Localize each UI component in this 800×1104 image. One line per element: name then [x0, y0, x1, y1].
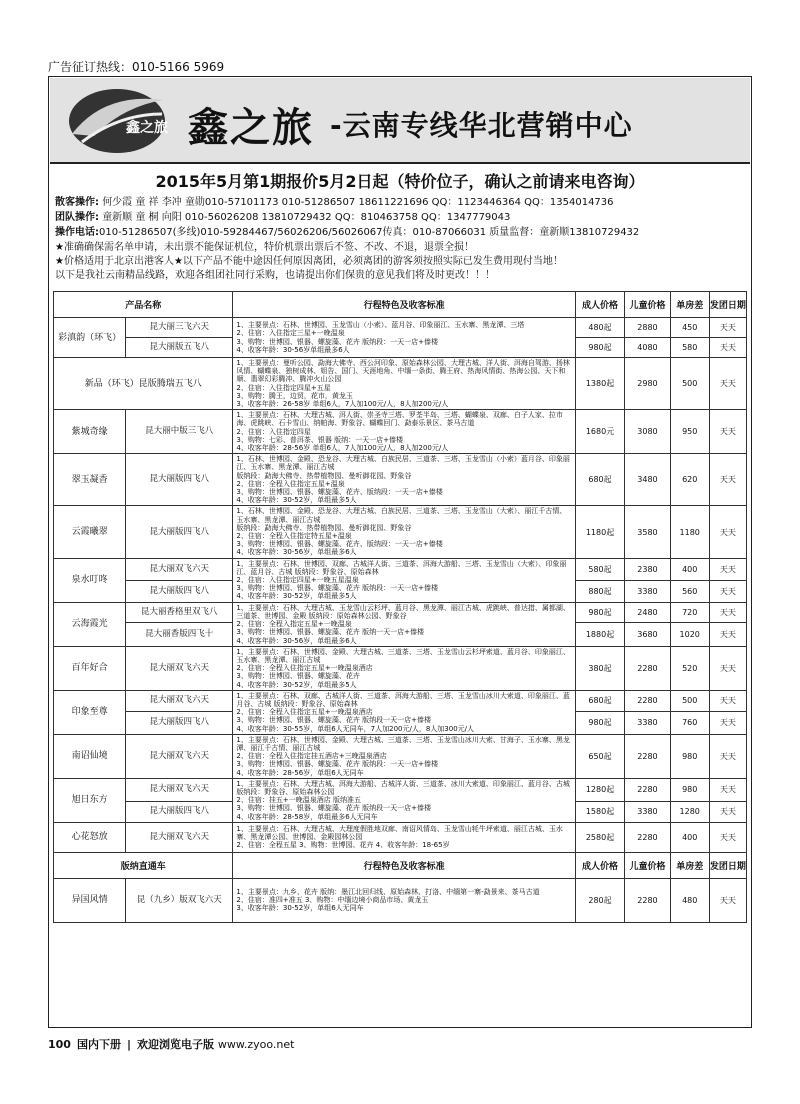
itinerary-description: 1、主要景点：石林、双廊、古城洋人街、三道茶、洱海大游船、三塔、玉龙雪山冰川大索道、印象丽江、蓝月谷、古城 版纳段：野象谷、原始森林 2、住宿：全程入住指定五星+一晚温泉酒店 3、购物：世博园、银器、螺旋藻、花卉 版纳段一天一店+傣楼 4、收客年龄：30-55岁，单组6人无同车，7人加200元/人，8人加300元/人 — [233, 690, 575, 734]
single-supplement: 1020 — [670, 622, 709, 646]
note-line: ★价格适用于北京出港客人★以下产品不能中途因任何原因离团，必须离团的游客须按照实际已发生费用现付当地！ — [55, 256, 563, 267]
single-supplement: 520 — [670, 646, 709, 690]
website-link[interactable]: www.zyoo.net — [217, 1038, 295, 1051]
itinerary-description: 1、主要景点：石林、大理古城、大理度假胜地双廊、南诏风情岛、玉龙雪山牦牛坪索道、丽江古城、玉水寨、黑龙潭公园、世博园、金殿园林公园 2、住宿：全程五星 3、购物：世博园、花卉 4、收客年龄：18-65岁 — [233, 822, 575, 852]
table-row — [54, 410, 747, 454]
route-name: 昆大丽香版四飞十 — [126, 622, 233, 646]
departure-days: 天天 — [709, 778, 746, 801]
departure-days: 天天 — [709, 358, 746, 410]
route-name: 昆大丽版四飞八 — [126, 580, 233, 602]
product-name: 印象至尊 — [54, 690, 126, 734]
child-price: 2280 — [625, 690, 670, 711]
product-name: 心花怒放 — [54, 822, 126, 852]
single-supplement: 560 — [670, 580, 709, 602]
product-name: 泉水叮咚 — [54, 558, 126, 602]
route-name: 昆大丽双飞六天 — [126, 778, 233, 801]
itinerary-description: 1、主要景点：石林、世博园、双廊、古城洋人街、三道茶、洱海大游船、三塔、玉龙雪山（大索）、印象丽江、蓝月谷、古城 版纳段：野象谷、原始森林 2、住宿：入住指定四星+一晚五星温泉 3、购物：世博园、银器、螺旋藻、花卉 版纳段：一天一店+傣楼 4、收客年龄：30-52岁，单组最多5人 — [233, 558, 575, 602]
route-name: 昆大丽三飞六天 — [126, 318, 233, 338]
page-footer — [48, 1036, 294, 1052]
note-line: ★准确确保需名单申请，未出票不能保证机位，特价机票出票后不签、不改、不退，退票全损！ — [55, 242, 474, 253]
table-row — [54, 506, 747, 558]
itinerary-description: 1、主要景点：石林、世博园、金殿、大理古城、三道茶、三塔、玉龙雪山冰川大索、甘海子、玉水寨、黑龙潭、丽江千古情、丽江古城 2、住宿：全程入住指定挂五酒店+三晚温泉酒店 3、购物：世博园、银器、螺旋藻、花卉 版纳段：一天一店+傣楼 4、收客年龄：28-56岁，单组6人无同车 — [233, 734, 575, 778]
itinerary-description: 1、主要景点：石林、大理古城、玉龙雪山云杉坪、蓝月谷、黑龙潭、丽江古城、虎跳峡、普达措、属都湖、三道茶、世博园、金殿 版纳段：原始森林公园、野象谷 2、住宿：全程入指定五星+一晚温泉 3、购物：世博园、银器、螺旋藻、花卉 版纳一天一店+傣楼 4、收客年龄：30-56岁，单组最多6人 — [233, 602, 575, 646]
departure-days: 天天 — [709, 602, 746, 622]
adult-price: 680起 — [575, 454, 624, 506]
adult-price: 1380起 — [575, 358, 624, 410]
adult-price: 880起 — [575, 580, 624, 602]
child-price: 2280 — [625, 646, 670, 690]
adult-price: 480起 — [575, 318, 624, 338]
itinerary-description: 1、石林、世博园、金殿、恐龙谷、大理古城、白族民居、三道茶、三塔、玉龙雪山（小索）蓝月谷、印象丽江、玉水寨、黑龙潭、丽江古城 版纳段：勐海大佛寺、热带植物园、曼听御花园、野象谷 2、住宿：全程入住指定五星+温泉 3、购物：世博园、银器、螺旋藻、花卉、版纳段：一天一店+傣楼 4、收客年龄：30-52岁，单组最多5人 — [233, 454, 575, 506]
contact-line-individual — [55, 193, 614, 208]
header-dep: 发团日期 — [709, 292, 746, 318]
ad-hotline: 广告征订热线：010-5166 5969 — [48, 60, 225, 74]
child-price: 3080 — [625, 410, 670, 454]
banna-single: 480 — [670, 878, 709, 922]
route-name: 昆大丽双飞六天 — [126, 822, 233, 852]
route-name: 昆大丽双飞六天 — [126, 558, 233, 580]
table-row — [54, 734, 747, 778]
departure-days: 天天 — [709, 580, 746, 602]
contact-line-group — [55, 208, 510, 223]
adult-price: 650起 — [575, 734, 624, 778]
contact-text: 何少霞 童 祥 李冲 童勋010-57101173 010-51286507 18611221696 QQ：1123446364 QQ：1354014736 — [102, 197, 614, 208]
adult-price: 580起 — [575, 558, 624, 580]
footer-tagline: 欢迎浏览电子版 — [137, 1038, 214, 1051]
departure-days: 天天 — [709, 646, 746, 690]
header-price: 成人价格 — [575, 292, 624, 318]
adult-price: 1880起 — [575, 622, 624, 646]
child-price: 3480 — [625, 454, 670, 506]
logo-text: 鑫之旅 — [126, 120, 168, 136]
banna-child: 2280 — [625, 878, 670, 922]
banna-price: 280起 — [575, 878, 624, 922]
route-name: 昆大丽版四飞八 — [126, 506, 233, 558]
product-name: 旭日东方 — [54, 778, 126, 822]
adult-price: 980起 — [575, 602, 624, 622]
table-row — [54, 318, 747, 338]
brand-name: 鑫之旅 — [188, 104, 314, 151]
price-table-body — [54, 292, 747, 923]
route-name: 昆大丽版五飞八 — [126, 338, 233, 358]
adult-price: 380起 — [575, 646, 624, 690]
table-header-row — [54, 852, 747, 878]
route-name: 昆大丽版四飞八 — [126, 454, 233, 506]
company-logo — [64, 84, 170, 158]
single-supplement: 400 — [670, 558, 709, 580]
adult-price: 980起 — [575, 711, 624, 734]
headline: 2015年5月第1期报价5月2日起（特价位子，确认之前请来电咨询） — [155, 172, 645, 191]
header-desc: 行程特色及收客标准 — [233, 292, 575, 318]
contact-text: 童新顺 童 桐 向阳 010-56026208 13810729432 QQ：810463758 QQ：1347779043 — [102, 212, 511, 223]
banner — [50, 78, 750, 164]
route-name: 昆大丽双飞六天 — [126, 690, 233, 711]
child-price: 2380 — [625, 558, 670, 580]
slogan-dash: - — [330, 109, 343, 142]
itinerary-description: 1、主要景点：石林、大理古城、洱人街、崇圣寺三塔、罗荃半岛、三塔、蝴蝶泉、双廊、白子人家、拉市海、虎跳峡、石卡雪山、纳帕海、野象谷、蝴蝶回门、勐泰乐景区、茶马古道 2、住宿：入住指定四星 3、购物：七彩、普洱茶、银器 版纳：一天一店+傣楼 4、收客年龄：28-56岁 单组6人，7人加100元/人，8人加200元/人 — [233, 410, 575, 454]
table-row — [54, 878, 747, 922]
departure-days: 天天 — [709, 711, 746, 734]
departure-days: 天天 — [709, 801, 746, 822]
product-name: 南诏仙境 — [54, 734, 126, 778]
adult-price: 980起 — [575, 338, 624, 358]
page-number: 100 — [48, 1038, 71, 1051]
footer-section: 国内下册 — [76, 1038, 121, 1051]
header-single: 单房差 — [670, 852, 709, 878]
table-row — [54, 646, 747, 690]
departure-days: 天天 — [709, 822, 746, 852]
header-price: 成人价格 — [575, 852, 624, 878]
route-name: 昆大丽双飞六天 — [126, 646, 233, 690]
child-price: 3380 — [625, 580, 670, 602]
product-name: 彩滇韵（环飞） — [54, 318, 126, 358]
slogan-text: 云南专线华北营销中心 — [342, 109, 633, 142]
child-price: 2280 — [625, 822, 670, 852]
product-name: 翠玉凝香 — [54, 454, 126, 506]
itinerary-description: 1、主要景点：石林、大理古城、洱海大游船、古城洋人街、三道茶、冰川大索道、印象丽江、蓝月谷、古城 版纳段：野象谷、原始森林公园 2、住宿：挂五+一晚温泉酒店 版纳准五 3、购物：世博园、银器、螺旋藻、花卉 版纳段一天一店+傣楼 4、收客年龄：28-58岁，单组最多6人无同车 — [233, 778, 575, 822]
child-price: 2880 — [625, 318, 670, 338]
header-child: 儿童价格 — [625, 292, 670, 318]
header-single: 单房差 — [670, 292, 709, 318]
child-price: 3680 — [625, 622, 670, 646]
departure-days: 天天 — [709, 454, 746, 506]
single-supplement: 720 — [670, 602, 709, 622]
route-name: 昆大丽版四飞八 — [126, 711, 233, 734]
slogan — [330, 104, 633, 144]
header-name: 产品名称 — [54, 292, 233, 318]
itinerary-description: 1、主要景点：九乡、花卉 版纳：墨江北回归线、原始森林、打洛、中缅第一寨-勐景来、茶马古道 2、住宿：准四+准五 3、购物：中缅边境小商品市场、黄龙玉 3、收客年龄：30-52岁，单组6人无同车 — [233, 878, 575, 922]
table-row — [54, 602, 747, 622]
single-supplement: 980 — [670, 778, 709, 801]
single-supplement: 760 — [670, 711, 709, 734]
product-name: 云霞曦翠 — [54, 506, 126, 558]
single-supplement: 580 — [670, 338, 709, 358]
single-supplement: 1280 — [670, 801, 709, 822]
note-line: 以下是我社云南精品线路，欢迎各组团社同行采购，也请提出你们保贵的意见我们将及时更改！！！ — [55, 270, 495, 281]
route-name: 昆大丽双飞六天 — [126, 734, 233, 778]
single-supplement: 450 — [670, 318, 709, 338]
single-supplement: 980 — [670, 734, 709, 778]
product-name: 云海霞光 — [54, 602, 126, 646]
contact-label: 散客操作: — [55, 197, 99, 208]
single-supplement: 620 — [670, 454, 709, 506]
route-name: 昆大丽中版三飞八 — [126, 410, 233, 454]
product-name: 紫城奇缘 — [54, 410, 126, 454]
departure-days: 天天 — [709, 318, 746, 338]
single-supplement: 1180 — [670, 506, 709, 558]
departure-days: 天天 — [709, 558, 746, 580]
table-row — [54, 778, 747, 801]
adult-price: 680起 — [575, 690, 624, 711]
single-supplement: 500 — [670, 358, 709, 410]
page-frame — [48, 76, 752, 1028]
child-price: 3380 — [625, 801, 670, 822]
adult-price: 1680元 — [575, 410, 624, 454]
route-name: 昆大丽版四飞八 — [126, 801, 233, 822]
contact-label: 团队操作: — [55, 212, 99, 223]
departure-days: 天天 — [709, 734, 746, 778]
table-row — [54, 822, 747, 852]
departure-days: 天天 — [709, 410, 746, 454]
product-name: 百年好合 — [54, 646, 126, 690]
header-child: 儿童价格 — [625, 852, 670, 878]
price-table — [53, 291, 747, 923]
single-supplement: 950 — [670, 410, 709, 454]
departure-days: 天天 — [709, 338, 746, 358]
header-dep: 发团日期 — [709, 852, 746, 878]
departure-days: 天天 — [709, 690, 746, 711]
product-name: 异国风情 — [54, 878, 126, 922]
single-supplement: 400 — [670, 822, 709, 852]
itinerary-description: 1、主要景点：石林、世博园、金殿、大理古城、三道茶、三塔、玉龙雪山云杉坪索道、蓝月谷、印象丽江、玉水寨、黑龙潭、丽江古城 2、住宿：全程入住指定五星+一晚温泉酒店 3、购物：世博园、银器、螺旋藻、花卉 4、收客年龄：30-52岁，单组最多5人 — [233, 646, 575, 690]
table-header-row — [54, 292, 747, 318]
table-row — [54, 690, 747, 711]
child-price: 4080 — [625, 338, 670, 358]
route-name: 昆大丽香格里双飞八 — [126, 602, 233, 622]
child-price: 2280 — [625, 778, 670, 801]
table-row — [54, 454, 747, 506]
child-price: 2280 — [625, 734, 670, 778]
child-price: 2480 — [625, 602, 670, 622]
adult-price: 1280起 — [575, 778, 624, 801]
departure-days: 天天 — [709, 622, 746, 646]
contact-label: 操作电话: — [55, 227, 99, 238]
footer-separator: | — [126, 1038, 131, 1051]
header-name: 版纳直通车 — [54, 852, 233, 878]
itinerary-description: 1、主要景点：石林、世博园、玉龙雪山（小索）、蓝月谷、印象丽江、玉水寨、黑龙潭、三塔 2、住宿：入住指定三星+一晚温泉 3、购物：世博园、银器、螺旋藻、花卉 版纳段：一天一店+傣楼 4、收客年龄：30-56岁单组最多6人 — [233, 318, 575, 358]
table-row — [54, 558, 747, 580]
contact-line-phone — [55, 223, 639, 238]
itinerary-description: 1、主要景点：曼听公园、勐海大佛寺、西公河印象、原始森林公园、大理古城、洋人街、洱海自驾游、扬林风情、蝴蝶泉、独树成林、姐告、国门、天涯地角、中缅一条街、腾王府、热海风情街、热海公园、天下和顺、翡翠幻彩腾冲、腾冲火山公园 2、住宿：入住指定四星+五星 3、购物：腾王，边贸，花市，黄龙玉 3、收客年龄：26-58岁 单组6人，7人加100元/人，8人加200元/人 — [233, 358, 575, 410]
header-desc: 行程特色及收客标准 — [233, 852, 575, 878]
adult-price: 2580起 — [575, 822, 624, 852]
adult-price: 1580起 — [575, 801, 624, 822]
departure-days: 天天 — [709, 506, 746, 558]
adult-price: 1180起 — [575, 506, 624, 558]
contact-text: 010-51286507(多线)010-59284467/56026206/56026067传真：010-87066031 质量监督：童新顺13810729432 — [99, 227, 640, 238]
route-name: 昆（九乡）版双飞六天 — [126, 878, 233, 922]
banna-dep: 天天 — [709, 878, 746, 922]
child-price: 2980 — [625, 358, 670, 410]
child-price: 3380 — [625, 711, 670, 734]
product-name: 新品（环飞）昆版腾瑞五飞八 — [54, 358, 233, 410]
table-row — [54, 358, 747, 410]
itinerary-description: 1、石林、世博园、金殿、恐龙谷、大理古城、白族民居、三道茶、三塔、玉龙雪山（大索）、丽江千古情、玉水寨、黑龙潭、丽江古城 版纳段：勐海大佛寺、热带植物园、曼听御花园、野象谷 2、住宿：全程入住指定特五星+温泉 3、购物：世博园、银器、螺旋藻、花卉、版纳段：一天一店+傣楼 4、收客年龄：30-56岁，单组最多6人 — [233, 506, 575, 558]
single-supplement: 500 — [670, 690, 709, 711]
child-price: 3580 — [625, 506, 670, 558]
